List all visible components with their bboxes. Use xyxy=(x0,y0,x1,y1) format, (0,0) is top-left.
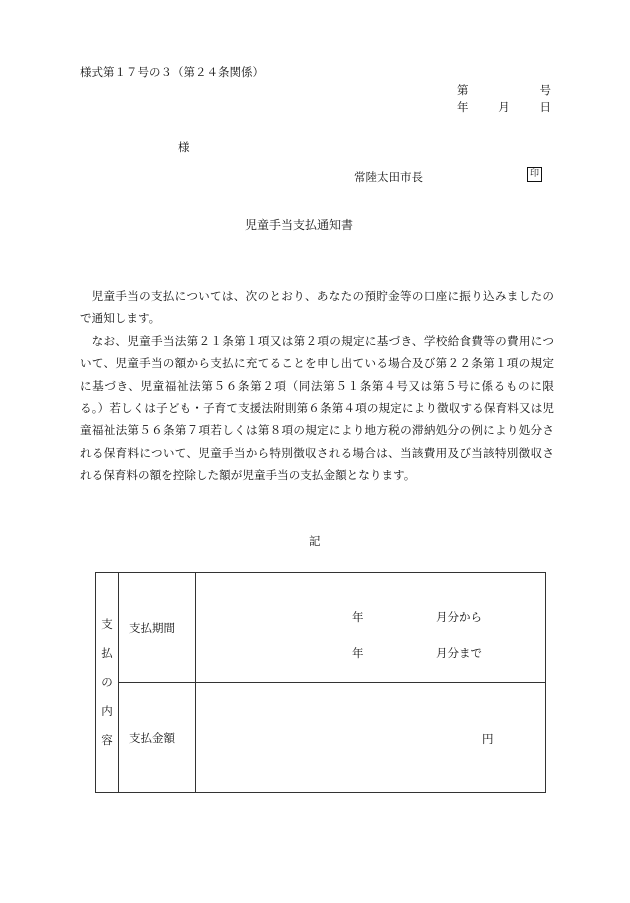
period-value-cell xyxy=(196,573,546,683)
body-paragraph-1: 児童手当の支払については、次のとおり、あなたの預貯金等の口座に振り込みましたので通知します。 xyxy=(80,289,554,326)
ki-heading: 記 xyxy=(309,534,321,548)
payment-detail-table xyxy=(95,572,546,793)
period-month-until: 月分まで xyxy=(436,646,482,660)
amount-label: 支払金額 xyxy=(119,683,196,793)
number-suffix: 号 xyxy=(539,83,551,97)
document-number-line xyxy=(457,82,551,98)
side-header-char: 払 xyxy=(101,646,113,660)
date-day: 日 xyxy=(539,100,551,114)
side-header xyxy=(96,573,119,793)
period-year-from: 年 xyxy=(352,610,364,624)
document-title: 児童手当支払通知書 xyxy=(245,218,354,232)
date-month: 月 xyxy=(498,100,510,114)
form-number: 様式第１７号の３（第２４条関係） xyxy=(80,65,264,79)
number-prefix: 第 xyxy=(457,83,469,97)
body-paragraph-2: なお、児童手当法第２１条第１項又は第２項の規定に基づき、学校給食費等の費用について、児童手当の額から支払に充てることを申し出ている場合及び第２２条第１項の規定に基づき、児童福祉法第５６条第２項（同法第５１条第４号又は第５号に係るものに限る。）若しくは子ども・子育て支援法附則第６条第４項の規定により徴収する保育料又は児童福祉法第５６条第７項若しくは第８項の規定により地方税の滞納処分の例により処分される保育料について、児童手当から特別徴収される場合は、当該費用及び当該特別徴収される保育料の額を控除した額が児童手当の支払金額となります。 xyxy=(80,333,554,483)
amount-value-cell xyxy=(196,683,546,793)
date-line xyxy=(457,99,551,115)
body-text xyxy=(80,285,554,487)
date-year: 年 xyxy=(457,100,469,114)
side-header-char: 容 xyxy=(101,733,113,747)
side-header-char: 内 xyxy=(101,704,113,718)
period-month-from: 月分から xyxy=(436,610,482,624)
period-year-until: 年 xyxy=(352,646,364,660)
side-header-char: の xyxy=(101,675,113,689)
side-header-char: 支 xyxy=(101,617,113,631)
amount-unit: 円 xyxy=(482,732,494,746)
seal-stamp: 印 xyxy=(527,167,542,182)
period-label: 支払期間 xyxy=(119,573,196,683)
addressee: 様 xyxy=(178,140,190,154)
issuer-name: 常陸太田市長 xyxy=(354,170,423,184)
